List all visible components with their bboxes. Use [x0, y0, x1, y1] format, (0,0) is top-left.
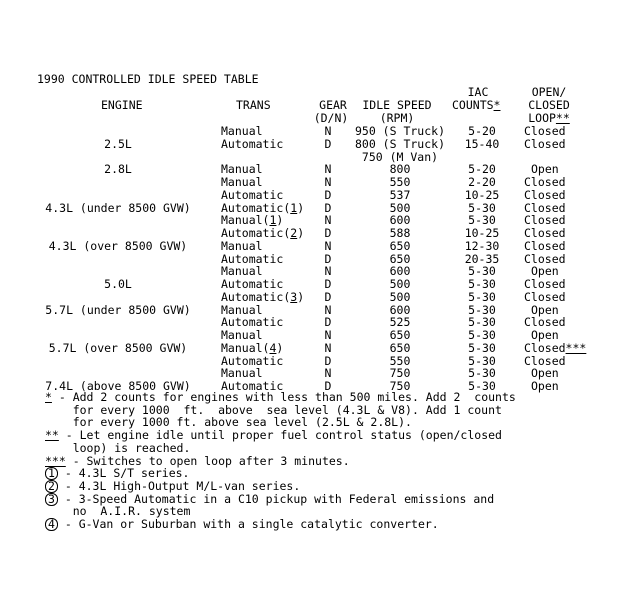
cell-trans: Automatic(2) — [221, 226, 305, 240]
cell-trans-text: Manual — [221, 302, 263, 317]
cell-loop-text: Closed — [524, 213, 566, 228]
footnote-number-badge: 4 — [45, 518, 58, 531]
header-loop-line1: OPEN/ — [531, 85, 567, 99]
cell-trans-note: 1 — [269, 213, 277, 228]
cell-engine: 2.8L — [104, 162, 132, 177]
cell-gear: N — [324, 162, 332, 177]
cell-gear: D — [324, 379, 332, 393]
cell-loop-text: Closed — [524, 226, 566, 240]
cell-loop-text: Open — [531, 366, 559, 381]
cell-engine: 5.0L — [104, 277, 132, 291]
cell-engine: 5.7L (under 8500 GVW) — [45, 302, 191, 317]
cell-trans: Automatic(1) — [221, 200, 305, 215]
cell-loop-status — [531, 380, 559, 393]
cell-trans-note: 3 — [290, 289, 298, 304]
header-idle-sub: (RPM) — [379, 111, 415, 125]
cell-iac-counts: 5-30 — [468, 289, 496, 304]
cell-trans-text: Automatic — [221, 226, 284, 240]
cell-iac-counts: 5-30 — [468, 302, 496, 317]
cell-idle-speed: 750 — [389, 366, 411, 381]
cell-iac-counts: 5-30 — [468, 200, 496, 215]
cell-trans-note: 1 — [290, 200, 298, 215]
cell-gear: N — [324, 175, 332, 189]
cell-gear: N — [324, 213, 332, 228]
cell-idle-speed: 600 — [389, 302, 411, 317]
cell-loop-text: Closed — [524, 340, 566, 355]
cell-loop-text: Closed — [524, 124, 566, 138]
cell-gear: N — [324, 328, 332, 342]
cell-idle-speed: 500 — [389, 200, 411, 215]
cell-trans-text: Manual — [221, 366, 263, 381]
cell-iac-counts: 10-25 — [464, 187, 500, 202]
cell-gear: D — [324, 136, 332, 151]
cell-iac-counts: 5-30 — [468, 366, 496, 381]
cell-loop-text: Closed — [524, 277, 566, 291]
cell-idle-speed: 650 — [389, 238, 411, 253]
cell-trans-text: Automatic — [221, 200, 284, 215]
cell-gear: D — [324, 289, 332, 304]
cell-idle-speed: 588 — [389, 226, 411, 240]
cell-trans-text: Automatic — [221, 353, 284, 368]
cell-trans-text: Automatic — [221, 136, 284, 151]
cell-iac-counts: 20-35 — [464, 251, 500, 266]
cell-engine: 4.3L (over 8500 GVW) — [48, 238, 188, 253]
header-trans: TRANS — [236, 98, 271, 112]
cell-trans-text: Manual — [221, 264, 263, 279]
cell-iac-counts: 5-30 — [468, 353, 496, 368]
header-engine: ENGINE — [101, 98, 143, 112]
cell-trans — [221, 138, 283, 151]
cell-iac-counts: 5-20 — [468, 124, 496, 138]
footnote-text: for every 1000 ft. above sea level (2.5L & 2.8L). — [45, 415, 412, 430]
cell-gear: D — [324, 353, 332, 368]
cell-trans-text: Manual — [221, 238, 263, 253]
cell-gear: D — [324, 226, 332, 240]
cell-loop-text: Closed — [524, 238, 566, 253]
cell-loop-text: Open — [531, 162, 559, 177]
cell-idle-speed: 750 (M Van) — [361, 149, 439, 164]
footnote-text: - 4.3L High-Output M/L-van series. — [57, 478, 301, 493]
cell-trans-text: Manual — [221, 328, 263, 342]
cell-trans-text: Manual — [221, 340, 263, 355]
cell-idle-speed: 525 — [389, 315, 411, 330]
cell-loop-status — [524, 138, 566, 151]
cell-idle-speed: 500 — [389, 289, 411, 304]
cell-gear: D — [324, 251, 332, 266]
header-idle-speed: IDLE SPEED — [362, 98, 432, 112]
cell-iac-counts: 5-30 — [468, 277, 496, 291]
footnote-mark: ** — [45, 428, 59, 443]
cell-iac-counts: 5-30 — [468, 328, 496, 342]
cell-gear: N — [324, 302, 332, 317]
cell-gear: N — [324, 340, 332, 355]
cell-iac-counts: 5-30 — [468, 213, 496, 228]
footnote-mark: *** — [45, 453, 66, 468]
header-loop-line3: LOOP** — [528, 111, 570, 125]
cell-trans-text: Manual — [221, 213, 263, 228]
cell-gear: N — [324, 124, 332, 138]
cell-gear: N — [324, 264, 332, 279]
cell-loop-text: Closed — [524, 175, 566, 189]
footnote-line — [45, 518, 439, 531]
cell-loop-mark: *** — [565, 340, 587, 355]
cell-trans-text: Manual — [221, 175, 263, 189]
footnote-mark: * — [45, 390, 52, 404]
cell-iac-counts: 15-40 — [464, 136, 500, 151]
cell-iac-counts: 5-30 — [468, 379, 496, 393]
cell-engine: 4.3L (under 8500 GVW) — [45, 200, 191, 215]
cell-loop-text: Closed — [524, 187, 566, 202]
footnote-text: loop) is reached. — [45, 440, 191, 455]
cell-gear: N — [324, 238, 332, 253]
cell-trans-text: Automatic — [221, 379, 284, 393]
cell-gear: N — [324, 366, 332, 381]
cell-idle-speed: 650 — [389, 251, 411, 266]
cell-iac-counts: 5-30 — [468, 340, 496, 355]
footnote-text: - 3-Speed Automatic in a C10 pickup with Federal emissions and — [57, 491, 495, 506]
footnote-text: - Let engine idle until proper fuel control status (open/closed — [58, 428, 502, 443]
cell-trans-text: Automatic — [221, 315, 284, 330]
cell-loop-text: Closed — [524, 289, 566, 304]
cell-idle-speed: 950 (S Truck) — [354, 124, 445, 138]
header-iac-counts: COUNTS* — [452, 98, 501, 112]
footnote-number-badge: 1 — [45, 467, 58, 480]
cell-trans-text: Manual — [221, 162, 263, 177]
cell-trans-text: Automatic — [221, 277, 284, 291]
cell-idle-speed: 537 — [389, 187, 411, 202]
cell-loop-text: Open — [531, 302, 559, 317]
cell-trans: Automatic(3) — [221, 289, 305, 304]
cell-trans-note: 2 — [290, 226, 298, 240]
cell-loop-text: Open — [531, 328, 559, 342]
cell-idle-speed: 750 — [389, 379, 411, 393]
header-gear-sub: (D/N) — [313, 111, 349, 125]
cell-iac-counts: 5-30 — [468, 264, 496, 279]
cell-loop-text: Closed — [524, 200, 566, 215]
cell-engine: 7.4L (above 8500 GVW) — [45, 379, 191, 393]
page-title: 1990 CONTROLLED IDLE SPEED TABLE — [37, 72, 259, 86]
cell-idle-speed: 500 — [389, 277, 411, 291]
cell-loop-text: Closed — [524, 136, 566, 151]
cell-loop-text: Closed — [524, 315, 566, 330]
footnote-text: - 4.3L S/T series. — [57, 466, 190, 481]
cell-loop-text: Closed — [524, 353, 566, 368]
cell-loop-text: Closed — [524, 251, 566, 266]
cell-iac-counts: 10-25 — [464, 226, 500, 240]
cell-gear: D — [324, 277, 332, 291]
cell-idle-speed: 600 — [389, 264, 411, 279]
cell-iac-counts: 12-30 — [464, 238, 500, 253]
footnote-text: - Switches to open loop after 3 minutes. — [65, 453, 350, 468]
cell-trans-text: Automatic — [221, 187, 284, 202]
cell-iac-counts: 5-30 — [468, 315, 496, 330]
cell-iac-counts: 5-20 — [468, 162, 496, 177]
cell-trans: Manual(4) — [221, 340, 284, 355]
footnote-text: for every 1000 ft. above sea level (4.3L & V8). Add 1 count — [45, 402, 502, 417]
cell-trans-note: 4 — [269, 340, 277, 355]
cell-idle-speed: 800 — [389, 162, 411, 177]
footnote-text: no A.I.R. system — [45, 504, 191, 519]
cell-idle-speed: 800 (S Truck) — [354, 136, 445, 151]
footnote-number-badge: 2 — [45, 480, 58, 493]
cell-trans-text: Automatic — [221, 251, 284, 266]
cell-trans-text: Automatic — [221, 289, 284, 304]
header-gear: GEAR — [319, 98, 347, 112]
cell-idle-speed: 650 — [389, 328, 411, 342]
footnote-text: - Add 2 counts for engines with less than 500 miles. Add 2 counts — [51, 390, 516, 404]
cell-loop-text: Open — [531, 264, 559, 279]
header-iac-line1: IAC — [467, 85, 489, 99]
cell-trans: Manual(1) — [221, 213, 284, 228]
cell-idle-speed: 600 — [389, 213, 411, 228]
cell-iac-counts: 2-20 — [468, 175, 496, 189]
footnote-number-badge: 3 — [45, 493, 58, 506]
cell-gear: D — [324, 315, 332, 330]
header-loop-line2: CLOSED — [528, 98, 570, 112]
cell-idle-speed: 650 — [389, 340, 411, 355]
cell-engine: 5.7L (over 8500 GVW) — [48, 340, 188, 355]
cell-gear: D — [324, 200, 332, 215]
cell-engine: 2.5L — [104, 136, 132, 151]
footnote-text: - G-Van or Suburban with a single catalytic converter. — [57, 517, 439, 531]
cell-idle-speed: 550 — [389, 353, 411, 368]
cell-idle-speed: 550 — [389, 175, 411, 189]
cell-trans-text: Manual — [221, 124, 263, 138]
cell-loop-text: Open — [531, 379, 559, 393]
cell-gear: D — [324, 187, 332, 202]
